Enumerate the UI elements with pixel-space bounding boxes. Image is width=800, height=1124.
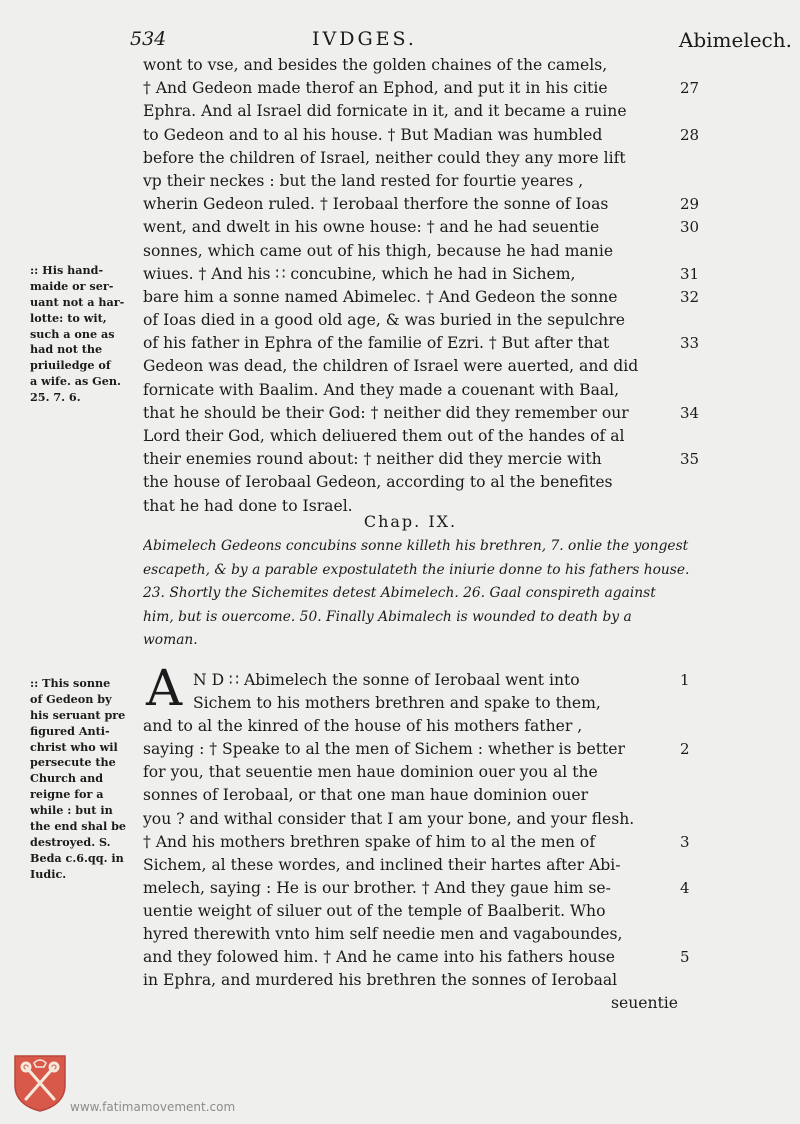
- verse-number: 31: [680, 264, 700, 283]
- text-line: to Gedeon and to al his house. † But Madian was humbled: [143, 125, 603, 144]
- running-head: Abimelech.: [678, 28, 792, 52]
- text-line: that he should be their God: † neither did they remember our: [143, 403, 629, 422]
- main-text-block: [143, 54, 678, 518]
- main-text-block: [143, 669, 678, 1015]
- footer-url[interactable]: www.fatimamovement.com: [70, 1100, 236, 1114]
- note-line: reigne for a: [30, 787, 104, 802]
- text-line: and they folowed him. † And he came into his fathers house: [143, 948, 615, 967]
- text-line: wherin Gedeon ruled. † Ierobaal therfore the sonne of Ioas: [143, 195, 609, 214]
- note-line: had not the: [30, 342, 103, 357]
- page-header: [0, 28, 800, 54]
- margin-note: [30, 263, 148, 406]
- text-line: uentie weight of siluer out of the temple of Baalberit. Who: [143, 901, 606, 920]
- text-line: Gedeon was dead, the children of Israel were auerted, and did: [143, 357, 639, 376]
- note-line: persecute the: [30, 755, 116, 770]
- summary-line: escapeth, & by a parable expostulateth the iniurie donne to his fathers house.: [143, 561, 690, 578]
- summary-line: woman.: [143, 632, 198, 648]
- verse-number: 4: [680, 878, 690, 897]
- text-line: bare him a sonne named Abimelec. † And Gedeon the sonne: [143, 287, 618, 306]
- note-line: Beda c.6.qq. in: [30, 850, 124, 865]
- summary-line: Abimelech Gedeons concubins sonne killeth his brethren, 7. onlie the yongest: [143, 538, 689, 554]
- chapter-heading: Chap. IX.: [363, 512, 458, 531]
- papal-arms-logo: [12, 1053, 68, 1113]
- text-line: vp their neckes : but the land rested for fourtie yeares ,: [143, 171, 584, 190]
- verse-number: 27: [680, 79, 700, 98]
- text-line: melech, saying : He is our brother. † And they gaue him se-: [143, 878, 611, 897]
- text-line: seuentie: [610, 994, 678, 1013]
- note-line: priuiledge of: [30, 358, 111, 373]
- text-line: that he had done to Israel.: [143, 496, 353, 515]
- note-line: lotte: to wit,: [30, 310, 107, 325]
- verse-number: 32: [680, 288, 700, 306]
- text-line: N D ∷ Abimelech the sonne of Ierobaal went into: [193, 671, 580, 689]
- text-line: for you, that seuentie men haue dominion ouer you al the: [143, 763, 598, 782]
- text-line: Sichem to his mothers brethren and spake to them,: [193, 694, 601, 713]
- text-line: † And his mothers brethren spake of him to al the men of: [143, 832, 596, 851]
- summary-line: him, but is ouercome. 50. Finally Abimalech is wounded to death by a: [143, 608, 632, 625]
- text-line: † And Gedeon made therof an Ephod, and put it in his citie: [143, 79, 608, 98]
- text-line: their enemies round about: † neither did they mercie with: [143, 450, 602, 469]
- verse-number: 1: [680, 671, 690, 689]
- text-line: sonnes of Ierobaal, or that one man haue dominion ouer: [143, 786, 589, 805]
- text-line: the house of Ierobaal Gedeon, according to al the benefites: [143, 473, 613, 492]
- margin-note: [30, 676, 148, 883]
- text-line: you ? and withal consider that I am your bone, and your flesh.: [143, 809, 635, 828]
- verse-number: 34: [680, 404, 700, 422]
- text-line: saying : † Speake to al the men of Sichem : whether is better: [143, 740, 625, 759]
- chapter-summary: [143, 535, 698, 653]
- book-title: IVDGES.: [312, 28, 417, 50]
- text-line: went, and dwelt in his owne house: † and he had seuentie: [143, 218, 600, 237]
- note-line: a wife. as Gen.: [30, 374, 121, 389]
- text-line: in Ephra, and murdered his brethren the sonnes of Ierobaal: [143, 971, 618, 990]
- note-line: maide or ser-: [30, 278, 114, 293]
- note-line: :: This sonne: [30, 676, 111, 690]
- note-line: destroyed. S.: [30, 834, 111, 849]
- text-line: wiues. † And his ∷ concubine, which he had in Sichem,: [143, 264, 576, 283]
- note-line: Church and: [30, 771, 104, 786]
- verse-number: 30: [680, 218, 700, 237]
- note-line: 25. 7. 6.: [30, 390, 81, 405]
- note-line: figured Anti-: [30, 723, 110, 738]
- text-line: hyred therewith vnto him self needie men and vagaboundes,: [143, 925, 623, 944]
- text-line: Lord their God, which deliuered them out of the handes of al: [143, 427, 625, 445]
- page-number: 534: [130, 28, 167, 50]
- summary-line: 23. Shortly the Sichemites detest Abimelech. 26. Gaal conspireth against: [143, 585, 656, 601]
- text-line: sonnes, which came out of his thigh, because he had manie: [143, 241, 614, 260]
- verse-number: 5: [680, 948, 690, 967]
- note-line: christ who wil: [30, 739, 118, 754]
- text-line: wont to vse, and besides the golden chaines of the camels,: [143, 56, 608, 74]
- verse-number: 2: [680, 740, 690, 759]
- note-line: :: His hand-: [30, 263, 104, 277]
- note-line: while : but in: [30, 803, 113, 818]
- note-line: such a one as: [30, 326, 115, 341]
- text-line: before the children of Israel, neither could they any more lift: [143, 148, 626, 167]
- text-line: of his father in Ephra of the familie of Ezri. † But after that: [143, 334, 610, 353]
- text-line: fornicate with Baalim. And they made a couenant with Baal,: [143, 380, 620, 399]
- verse-number: 35: [680, 450, 700, 469]
- verse-number: 33: [680, 334, 700, 353]
- text-line: Ephra. And al Israel did fornicate in it, and it became a ruine: [143, 102, 627, 121]
- note-line: his seruant pre: [30, 707, 126, 722]
- verse-number: 3: [680, 832, 690, 851]
- note-line: Iudic.: [30, 866, 67, 881]
- note-line: the end shal be: [30, 819, 127, 834]
- verse-number: 29: [680, 195, 700, 214]
- text-line: and to al the kinred of the house of his mothers father ,: [143, 717, 583, 736]
- note-line: uant not a har-: [30, 294, 125, 309]
- note-line: of Gedeon by: [30, 691, 112, 706]
- text-line: Sichem, al these wordes, and inclined their hartes after Abi-: [143, 855, 621, 874]
- text-line: of Ioas died in a good old age, & was buried in the sepulchre: [143, 311, 625, 330]
- drop-cap: A: [146, 659, 183, 717]
- verse-number: 28: [680, 125, 700, 144]
